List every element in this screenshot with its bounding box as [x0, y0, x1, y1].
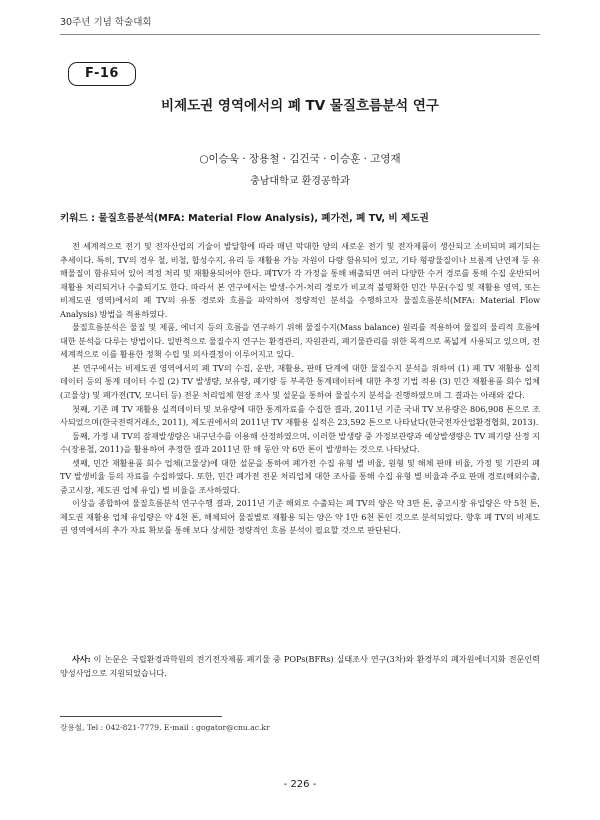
body-paragraph: 첫째, 기존 폐 TV 재활용 실적데이터 및 보유량에 대한 통계자료를 수집한 결과, 2011년 기준 국내 TV 보유량은 806,908 톤으로 조사되었으며(한국전력거래소, 2011), 제도권에서의 2011년 TV 재활용 실적은 23,592 톤으로 나타났다(한국전자산업환경협회, 2013). — [60, 403, 540, 428]
body-paragraph: 본 연구에서는 비제도권 영역에서의 폐 TV의 수집, 운반, 재활용, 판매 단계에 대한 물질수지 분석을 위하여 (1) 폐 TV 재활용 실적 데이터 등의 통계 데이터 수집 (2) TV 발생량, 보유량, 폐기량 등 부족한 통계데이터에 대한 추정 기법 적용 (3) 민간 재활용품 회수 업체(고물상) 및 폐가전(TV, 모니터 등) 전문 처리업체 현장 조사 및 설문을 통하여 물질수지 분석을 진행하였으며 그 결과는 아래와 같다. — [60, 362, 540, 401]
corresponding-author-footnote: 장용철, Tel : 042-821-7779, E-mail : gogator@cnu.ac.kr — [60, 723, 270, 732]
author-list: ○이승욱 · 장용철 · 김건국 · 이승훈 · 고영재 — [199, 153, 401, 165]
body-paragraph: 둘째, 가정 내 TV의 잠재발생량은 내구년수를 이용해 산정하였으며, 이러한 발생량 중 가정보관량과 예상발생량은 TV 폐기량 산정 지수(장용철, 2011)을 활용하여 추정한 결과 2011년 한 해 동안 약 6만 톤이 발생하는 것으로 나타났다. — [60, 430, 540, 455]
page-number: - 226 - — [283, 779, 317, 790]
body-paragraph: 물질흐름분석은 물질 및 제품, 에너지 등의 흐름을 연구하기 위해 물질수지(Mass balance) 원리를 적용하여 물질의 물리적 흐름에 대한 분석을 다루는 방법이다. 일반적으로 물질수지 연구는 환경관리, 자원관리, 폐기물관리를 위한 목적으로 폭넓게 사용되고 있으며, 전 세계적으로 이를 활용한 정책 수립 및 의사결정이 이루어지고 있다. — [60, 322, 540, 360]
paper-title: 비제도권 영역에서의 폐 TV 물질흐름분석 연구 — [161, 98, 439, 114]
affiliation: 충남대학교 환경공학과 — [250, 176, 350, 187]
session-code-badge: F-16 — [68, 62, 136, 86]
acknowledgment-text: 이 논문은 국립환경과학원의 전기전자제품 폐기물 중 POPs(BFRs) 실태조사 연구(3차)와 환경부의 폐자원에너지화 전문인력양성사업으로 지원되었습니다. — [60, 654, 540, 678]
running-header: 30주년 기념 학술대회 — [60, 14, 540, 35]
body-paragraph: 이상을 종합하여 물질흐름분석 연구수행 결과, 2011년 기준 해외로 수출되는 폐 TV의 양은 약 3만 톤, 중고시장 유입량은 약 5천 톤, 제도권 재활용 업체 유입량은 약 4천 톤, 해체되어 물질별로 재활용 되는 양은 약 1만 6천 톤인 것으로 분석되었다. 향후 폐 TV의 비제도권 영역에서의 추가 자료 확보를 통해 보다 상세한 정량적인 흐름 분석이 필요할 것으로 판단된다. — [60, 498, 540, 536]
body-paragraph: 전 세계적으로 전기 및 전자산업의 기술이 발달함에 따라 매년 막대한 양의 새로운 전기 및 전자제품이 생산되고 소비되며 폐기되는 추세이다. 특히, TV의 경우 철, 비철, 합성수지, 유리 등 재활용 가능 자원이 다량 함유되어 있고, 기타 형광물질이나 브롬계 난연제 등 유해물질이 함유되어 있어 적정 처리 및 재활용되어야 한다. 폐TV가 각 가정을 통해 배출되면 여러 다양한 수거 경로를 통해 수집 운반되어 재활용 처리되거나 수출되기도 한다. 따라서 본 연구에서는 발생-수거-처리 경로가 비교적 불명확한 민간 부문(수집 및 재활용 영역, 또는 비제도권 영역)에서의 폐 TV의 유통 경로와 흐름을 파악하여 정량적인 분석을 수행하고자 물질흐름분석(MFA: Material Flow Analysis) 방법을 적용하였다. — [60, 241, 540, 319]
keywords-line: 키워드 : 물질흐름분석(MFA: Material Flow Analysis), 폐가전, 폐 TV, 비 제도권 — [60, 213, 429, 224]
acknowledgment — [60, 652, 540, 680]
footnote-divider — [60, 716, 222, 717]
body-paragraph: 셋째, 민간 재활용품 회수 업체(고물상)에 대한 설문을 통하여 폐가전 수집 유형 별 비율, 원형 및 해체 판매 비율, 가정 및 기관의 폐 TV 발생비율 등의 자료를 수집하였다. 또한, 민간 폐가전 전문 처리업체 대한 조사를 통해 수집 유형 별 비율과 주요 판매 경로(해외수출, 중고시장, 제도권 업체 유입) 별 비율을 조사하였다. — [60, 457, 540, 495]
acknowledgment-label: 사사: — [72, 654, 91, 664]
abstract-body — [60, 240, 540, 538]
